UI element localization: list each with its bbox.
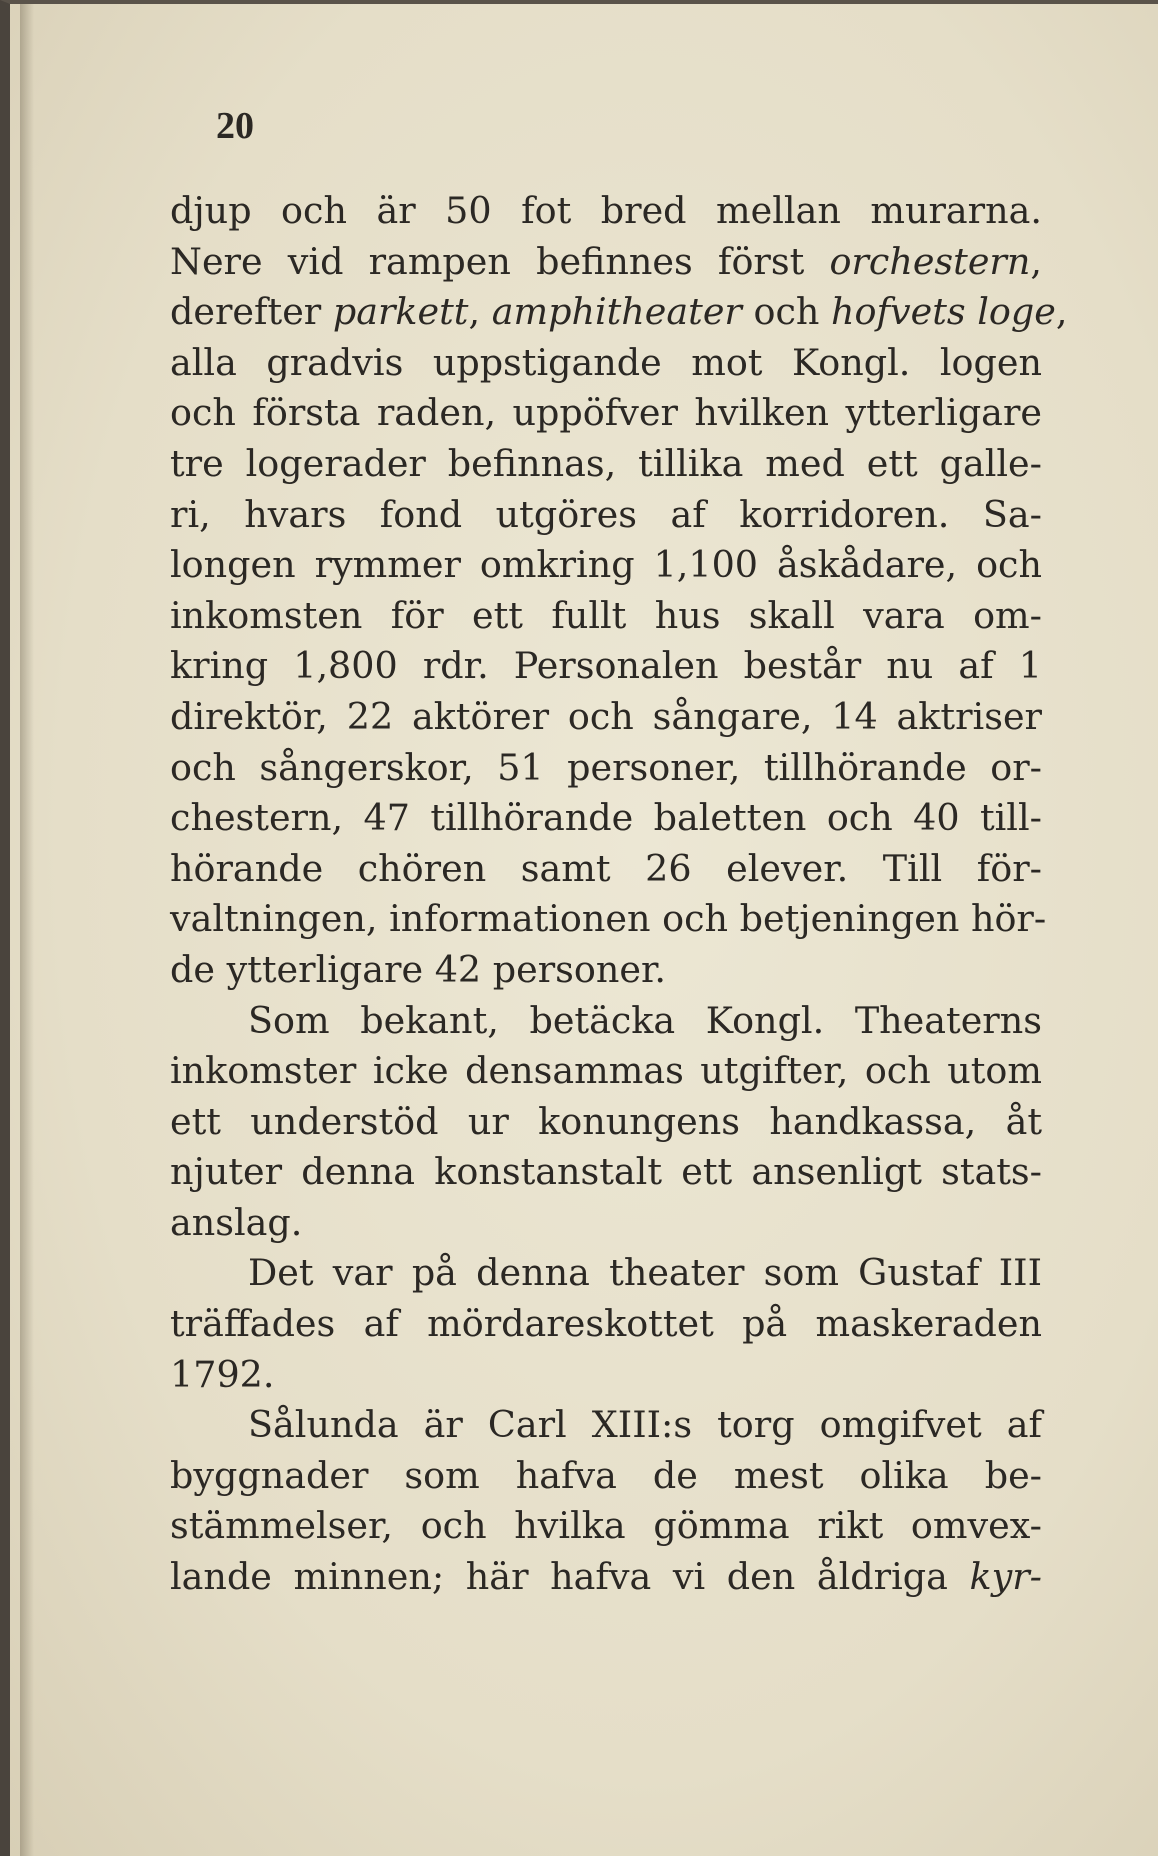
page-binding-shadow (20, 4, 34, 1856)
text-line: inkomster icke densammas utgifter, och utom (170, 1049, 1042, 1093)
page-number: 20 (216, 105, 254, 147)
text-line: Sålunda är Carl XIII:s torg omgifvet af (248, 1403, 1042, 1447)
text-line: ri, hvars fond utgöres af korridoren. Sa- (170, 492, 1042, 536)
text-line: lande minnen; här hafva vi den åldriga kyr- (170, 1555, 1042, 1599)
body-text (170, 186, 1068, 1603)
text-line: byggnader som hafva de mest olika be- (170, 1453, 1042, 1497)
text-line: derefter parkett, amphitheater och hofvets loge, (170, 290, 1068, 334)
text-line: och sångerskor, 51 personer, tillhörande or- (170, 745, 1042, 789)
text-line: njuter denna konstanstalt ett ansenligt stats- (170, 1150, 1042, 1194)
text-line: stämmelser, och hvilka gömma rikt omvex- (170, 1504, 1042, 1548)
text-line: 1792. (170, 1352, 275, 1396)
text-line: och första raden, uppöfver hvilken ytterligare (170, 391, 1042, 435)
text-line: de ytterligare 42 personer. (170, 947, 667, 991)
text-line: kring 1,800 rdr. Personalen består nu af 1 (170, 644, 1042, 688)
text-line: hörande chören samt 26 elever. Till för- (170, 846, 1042, 890)
paragraph (170, 1248, 1042, 1400)
text-line: djup och är 50 fot bred mellan murarna. (170, 189, 1042, 232)
text-line: tre logerader befinnas, tillika med ett galle- (170, 441, 1042, 485)
text-line: chestern, 47 tillhörande baletten och 40 till- (170, 796, 1042, 840)
text-line: Som bekant, betäcka Kongl. Theaterns (248, 998, 1042, 1042)
paragraph (170, 996, 1042, 1249)
text-line: alla gradvis uppstigande mot Kongl. logen (170, 340, 1042, 384)
italic-text: amphitheater (491, 290, 742, 334)
text-line: ett understöd ur konungens handkassa, åt (170, 1099, 1042, 1143)
text-line: direktör, 22 aktörer och sångare, 14 aktriser (170, 694, 1042, 738)
italic-text: hofvets loge (831, 290, 1056, 334)
paragraph (170, 186, 1068, 996)
text-line: inkomsten för ett fullt hus skall vara om- (170, 593, 1042, 637)
text-line: träffades af mördareskottet på maskeraden (170, 1302, 1042, 1346)
text-line: Det var på denna theater som Gustaf III (248, 1251, 1042, 1295)
italic-text: parkett (332, 290, 469, 334)
italic-text: orchestern (829, 239, 1031, 283)
italic-text: kyr- (969, 1555, 1042, 1599)
text-line: Nere vid rampen befinnes först orchestern, (170, 239, 1042, 283)
paragraph (170, 1400, 1042, 1602)
text-line: longen rymmer omkring 1,100 åskådare, och (170, 543, 1042, 587)
text-line: valtningen, informationen och betjeningen hör- (170, 897, 1047, 941)
text-line: anslag. (170, 1200, 303, 1244)
